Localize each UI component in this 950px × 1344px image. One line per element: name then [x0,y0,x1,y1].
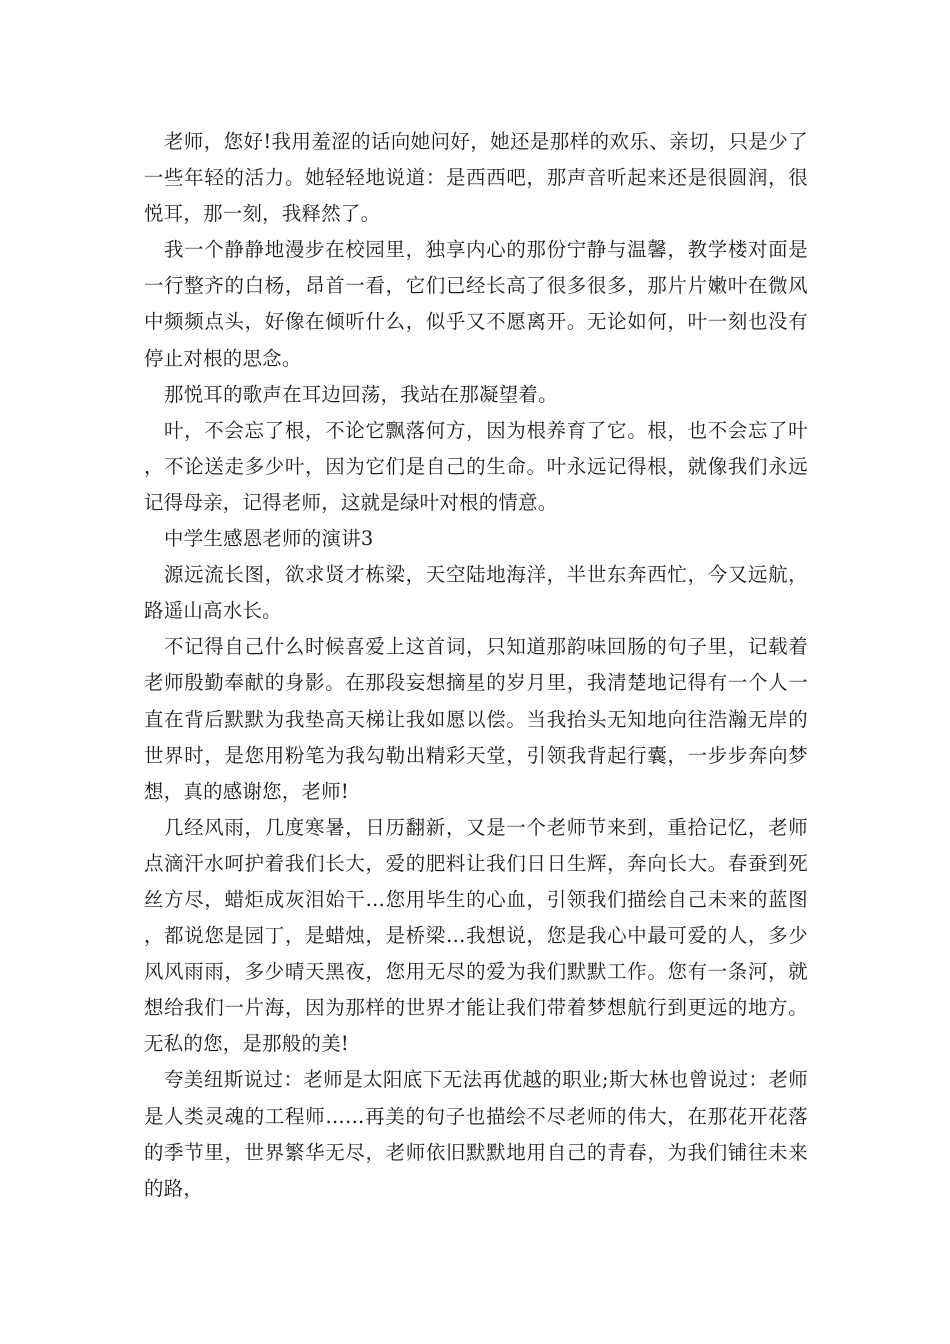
paragraph-memory: 不记得自己什么时候喜爱上这首词，只知道那韵味回肠的句子里，记载着老师殷勤奉献的身影。在那段妄想摘星的岁月里，我清楚地记得有一个人一直在背后默默为我垫高天梯让我如愿以偿。当我抬头无知地向往浩瀚无岸的世界时，是您用粉笔为我勾勒出精彩天堂，引领我背起行囊，一步步奔向梦想，真的感谢您，老师! [144,635,808,803]
paragraph-song: 那悦耳的歌声在耳边回荡，我站在那凝望着。 [164,382,558,406]
paragraph-quotes: 夸美纽斯说过：老师是太阳底下无法再优越的职业;斯大林也曾说过：老师是人类灵魂的工程师……再美的句子也描绘不尽老师的伟大，在那花开花落的季节里，世界繁华无尽，老师依旧默默地用自己的青春，为我们铺往未来的路， [144,1068,808,1200]
paragraph-campus-walk: 我一个静静地漫步在校园里，独享内心的那份宁静与温馨，教学楼对面是一行整齐的白杨，昂首一看，它们已经长高了很多很多，那片片嫩叶在微风中频频点头，好像在倾听什么，似乎又不愿离开。无论如何，叶一刻也没有停止对根的思念。 [144,238,808,370]
paragraph-poem: 源远流长图，欲求贤才栋梁，天空陆地海洋，半世东奔西忙，今又远航，路遥山高水长。 [144,563,808,623]
section-heading: 中学生感恩老师的演讲3 [164,527,374,551]
document-body [144,124,808,1207]
paragraph-teachers-day: 几经风雨，几度寒暑，日历翻新，又是一个老师节来到，重拾记忆，老师点滴汗水呵护着我们长大，爱的肥料让我们日日生辉，奔向长大。春蚕到死丝方尽，蜡炬成灰泪始干…您用毕生的心血，引领我们描绘自己未来的蓝图，都说您是园丁，是蜡烛，是桥梁…我想说，您是我心中最可爱的人，多少风风雨雨，多少晴天黑夜，您用无尽的爱为我们默默工作。您有一条河，就想给我们一片海，因为那样的世界才能让我们带着梦想航行到更远的地方。无私的您，是那般的美! [144,815,808,1056]
paragraph-leaf-root: 叶，不会忘了根，不论它飘落何方，因为根养育了它。根，也不会忘了叶，不论送走多少叶，因为它们是自己的生命。叶永远记得根，就像我们永远记得母亲，记得老师，这就是绿叶对根的情意。 [144,418,808,514]
paragraph-greeting: 老师，您好!我用羞涩的话向她问好，她还是那样的欢乐、亲切，只是少了一些年轻的活力。她轻轻地说道：是西西吧，那声音听起来还是很圆润，很悦耳，那一刻，我释然了。 [144,130,808,226]
